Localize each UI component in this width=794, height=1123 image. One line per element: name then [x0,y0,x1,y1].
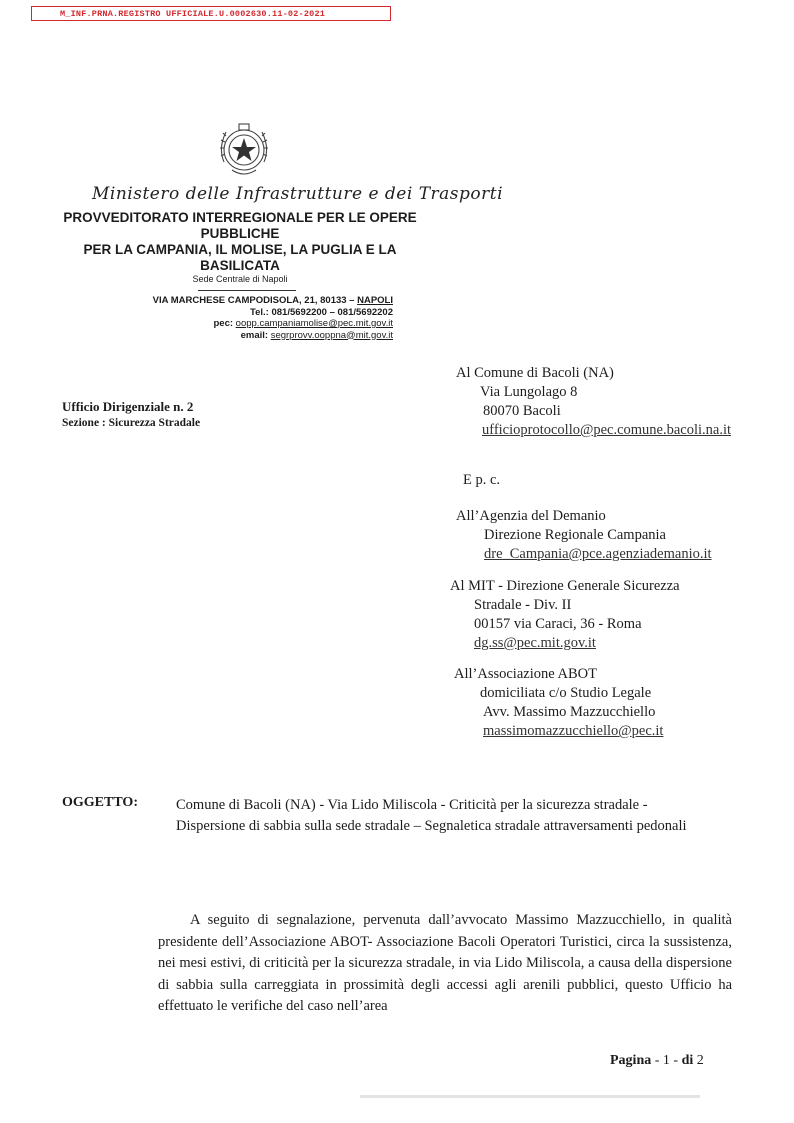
ministry-name: Ministero delle Infrastrutture e dei Trasporti [92,184,504,204]
provveditorato-line: PROVVEDITORATO INTERREGIONALE PER LE OPERE [63,210,417,225]
sede-label: Sede Centrale di Napoli [192,274,288,284]
provveditorato-line: PUBBLICHE [200,226,280,241]
pec-label: pec: [213,318,236,329]
scan-smudge [360,1095,700,1098]
subject-label: OGGETTO: [62,795,138,810]
recipient-line: 80070 Bacoli [483,403,561,419]
recipient-line: All’Agenzia del Demanio [456,508,606,524]
recipient-comune [456,364,731,440]
header-divider [198,290,296,291]
recipient-line: Via Lungolago 8 [480,384,578,400]
protocol-stamp: M_INF.PRNA.REGISTRO UFFICIALE.U.0002630.11-02-2021 [31,6,391,21]
email-link[interactable]: segrprovv.ooppna@mit.gov.it [270,329,393,341]
email-label: email: [240,329,271,341]
office-name: Ufficio Dirigenziale n. 2 [62,399,194,414]
recipient-line: domiciliata c/o Studio Legale [480,685,652,701]
office-contacts [80,295,393,341]
page-total: 2 [696,1053,704,1068]
page-label: Pagina [610,1053,652,1068]
recipient-line: All’Associazione ABOT [454,666,597,682]
body-paragraph: A seguito di segnalazione, pervenuta dall’avvocato Massimo Mazzucchiello, in qualità presidente dell’Associazione ABOT- Associazione Bacoli Operatori Turistici, circa la sussistenza, nei mesi estivi, di criticità per la sicurezza stradale, in via Lido Miliscola, a causa della dispersione di sabbia sulla carreggiata in prossimità degli accessi agli arenili pubblici, questo Ufficio ha effettuato le verifiche del caso nell’area [158,912,732,1014]
recipient-demanio [456,507,712,564]
page-separator: - [669,1053,682,1068]
provveditorato-line: PER LA CAMPANIA, IL MOLISE, LA PUGLIA E LA [83,242,397,257]
page-number: 1 [662,1053,670,1068]
recipient-pec-link[interactable]: dre_Campania@pce.agenziademanio.it [484,546,712,562]
office-email [80,330,393,342]
recipient-pec-link[interactable]: ufficioprotocollo@pec.comune.bacoli.na.it [482,422,732,438]
recipient-line: Stradale - Div. II [474,597,572,613]
letter-body [158,910,732,1018]
recipient-pec-link[interactable]: dg.ss@pec.mit.gov.it [474,635,596,651]
recipient-abot [454,665,663,741]
office-phone: Tel.: 081/5692200 – 081/5692202 [250,306,393,318]
office-block [62,398,200,432]
page-of-label: di [681,1053,694,1068]
recipient-line: Al MIT - Direzione Generale Sicurezza [450,578,680,594]
office-section: Sezione : Sicurezza Stradale [62,417,201,429]
epc-label: E p. c. [463,472,501,488]
office-pec [80,318,393,330]
recipient-line: Al Comune di Bacoli (NA) [456,365,614,381]
pec-link[interactable]: oopp.campaniamolise@pec.mit.gov.it [235,318,393,329]
subject-text: Comune di Bacoli (NA) - Via Lido Miliscola - Criticità per la sicurezza stradale - Dispersione di sabbia sulla sede stradale – Segnaletica stradale attraversamenti pedonali [176,797,687,834]
recipient-line: Direzione Regionale Campania [484,527,666,543]
recipient-mit [450,577,680,653]
page-separator: - [651,1053,663,1068]
provveditorato-line: BASILICATA [200,258,280,273]
italian-republic-emblem-icon [212,118,276,182]
recipient-pec-link[interactable]: massimomazzucchiello@pec.it [483,723,664,739]
recipient-line: 00157 via Caraci, 36 - Roma [474,616,642,632]
address-text: VIA MARCHESE CAMPODISOLA, 21, 80133 – [152,295,358,306]
page-footer [610,1053,704,1069]
recipient-line: Avv. Massimo Mazzucchiello [483,704,656,720]
provveditorato-heading [60,210,420,274]
office-address [80,295,393,307]
address-city: NAPOLI [357,295,393,306]
